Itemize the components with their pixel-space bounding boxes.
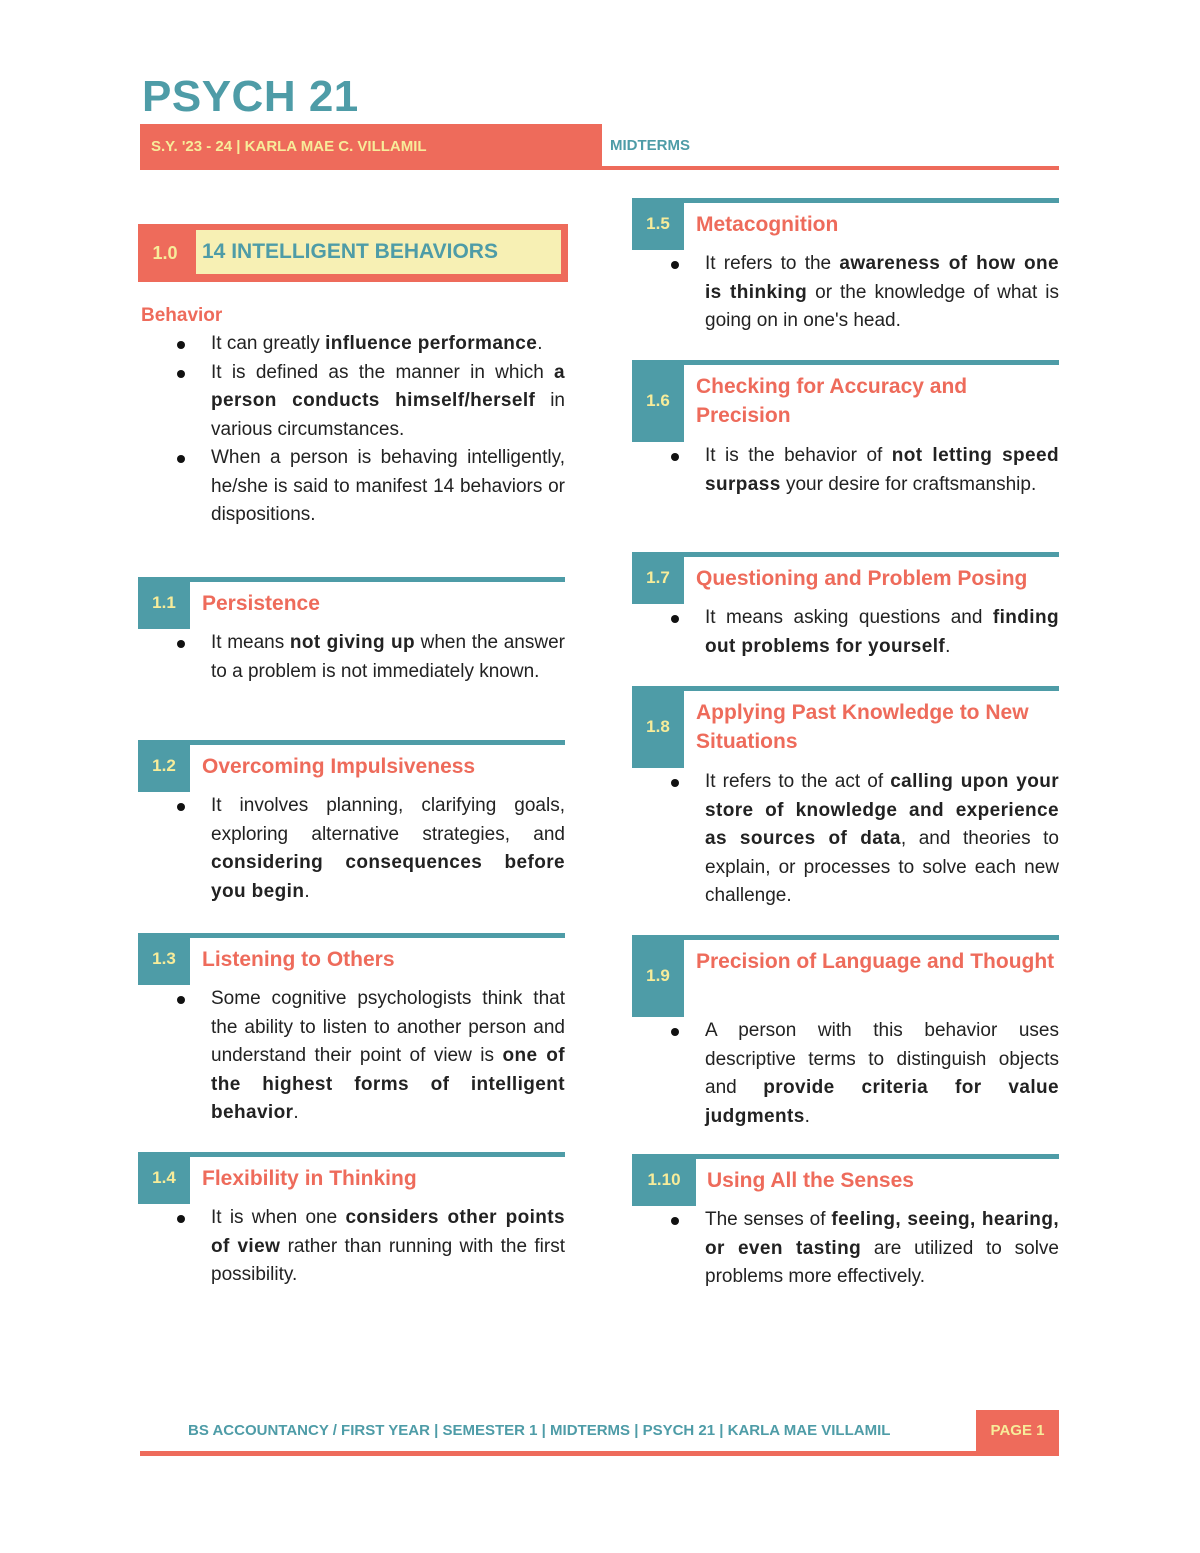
footer: [140, 1410, 1059, 1456]
section-1-2: [138, 740, 565, 906]
text-run: Some cognitive psychologists think that the ability to listen to another person and understand their point of view is: [211, 988, 565, 1066]
bullet-item: [632, 1017, 1059, 1131]
section-number: 1.5: [632, 198, 684, 250]
section-number: 1.7: [632, 552, 684, 604]
text-run: .: [804, 1105, 810, 1127]
text-run: It refers to the act of: [705, 771, 891, 792]
bold-text: feeling, seeing, hearing, or even tasting: [705, 1209, 1059, 1259]
section-title: Applying Past Knowledge to New Situations: [696, 701, 1029, 753]
section-1-4: [138, 1152, 565, 1290]
section-bullets: [632, 1017, 1059, 1131]
section-bullets: [632, 604, 1059, 661]
section-title: Precision of Language and Thought: [696, 950, 1055, 973]
bold-text: considers other points of view: [211, 1207, 565, 1257]
bold-text: a person conducts himself/herself: [211, 361, 565, 411]
section-title: Overcoming Impulsiveness: [202, 755, 476, 778]
bold-text: not letting speed surpass: [705, 445, 1059, 495]
text-run: .: [945, 635, 951, 657]
bold-text: finding out problems for yourself: [705, 607, 1059, 657]
text-run: , and theories to explain, or processes to solve each new challenge.: [705, 828, 1059, 906]
header-school-year-author: S.Y. '23 - 24 | KARLA MAE C. VILLAMIL: [140, 124, 602, 170]
text-run: .: [304, 880, 310, 902]
section-title: Metacognition: [696, 213, 839, 236]
section-1-3: [138, 933, 565, 1128]
intro-title: 14 INTELLIGENT BEHAVIORS: [196, 230, 561, 274]
text-run: The senses of: [705, 1209, 832, 1230]
bold-text: one of the highest forms of intelligent behavior: [211, 1045, 565, 1123]
text-run: rather than running with the first possibility.: [211, 1235, 565, 1285]
header-bar: [140, 124, 1059, 170]
bold-text: provide criteria for value judgments: [705, 1077, 1059, 1127]
bullet-item: [632, 442, 1059, 499]
bullet-item: [632, 1206, 1059, 1292]
bold-text: considering consequences before you begin: [211, 852, 565, 902]
bullet-item: [138, 985, 565, 1128]
bold-text: calling upon your store of knowledge and experience as sources of data: [705, 771, 1060, 849]
section-bullets: [138, 629, 565, 686]
section-title: Listening to Others: [202, 948, 395, 971]
header-term: MIDTERMS: [602, 124, 1059, 170]
bullet-item: [138, 1204, 565, 1290]
page-number: PAGE 1: [976, 1410, 1059, 1456]
text-run: It means asking questions and: [705, 607, 993, 628]
section-bullets: [138, 985, 565, 1128]
text-run: It means: [211, 632, 290, 653]
text-run: .: [293, 1102, 299, 1123]
intro-number: 1.0: [152, 242, 178, 263]
section-title: Using All the Senses: [707, 1169, 914, 1192]
text-run: when the answer to a problem is not immediately known.: [211, 632, 565, 682]
bullet-item: [632, 768, 1059, 911]
section-title: Checking for Accuracy and Precision: [696, 375, 968, 427]
bullet-item: [632, 604, 1059, 661]
text-run: When a person is behaving intelligently, he/she is said to manifest 14 behaviors or dispositions.: [211, 447, 565, 525]
section-1-1: [138, 577, 565, 686]
section-bullets: [632, 442, 1059, 499]
section-bullets: [138, 792, 565, 906]
bold-text: awareness of how one is thinking: [705, 253, 1059, 303]
bold-text: not giving up: [289, 632, 416, 653]
intro-heading: [138, 224, 568, 282]
bold-text: influence performance: [325, 333, 538, 354]
text-run: It is defined as the manner in which: [211, 361, 555, 383]
intro-bullet-2: [138, 359, 565, 445]
section-1-7: [632, 552, 1059, 661]
text-run: It is the behavior of: [705, 445, 892, 466]
text-run: in various circumstances.: [211, 390, 565, 440]
text-run: A person with this behavior uses descriptive terms to distinguish objects and: [705, 1020, 1059, 1098]
intro-bullet-3: [138, 444, 565, 530]
footer-text: BS ACCOUNTANCY / FIRST YEAR | SEMESTER 1 | MIDTERMS | PSYCH 21 | KARLA MAE VILLAMIL: [188, 1422, 891, 1439]
section-number: 1.6: [632, 360, 684, 442]
bullet-item: [138, 792, 565, 906]
page-title: PSYCH 21: [142, 72, 359, 121]
text-run: It refers to the: [705, 253, 840, 274]
footer-line: [140, 1451, 1059, 1456]
section-title: Questioning and Problem Posing: [696, 567, 1028, 590]
bullet-item: [632, 250, 1059, 336]
text-run: or the knowledge of what is going on in one's head.: [705, 281, 1059, 331]
section-title: Flexibility in Thinking: [202, 1167, 417, 1190]
section-1-5: [632, 198, 1059, 336]
text-run: are utilized to solve problems more effectively.: [705, 1237, 1059, 1287]
section-number: 1.3: [138, 933, 190, 985]
section-title: Persistence: [202, 592, 320, 615]
text-run: It can greatly: [211, 333, 326, 354]
section-number: 1.4: [138, 1152, 190, 1204]
section-number: 1.9: [632, 935, 684, 1017]
text-run: .: [537, 333, 543, 354]
section-1-10: [632, 1154, 1059, 1292]
bullet-item: [138, 629, 565, 686]
text-run: It involves planning, clarifying goals, exploring alternative strategies, and: [211, 795, 565, 845]
section-bullets: [632, 768, 1059, 911]
behavior-subheading: Behavior: [141, 305, 223, 326]
section-number: 1.2: [138, 740, 190, 792]
section-bullets: [138, 1204, 565, 1290]
section-1-8: [632, 686, 1059, 911]
text-run: It is when one: [211, 1207, 346, 1228]
section-bullets: [632, 1206, 1059, 1292]
section-1-6: [632, 360, 1059, 499]
text-run: your desire for craftsmanship.: [780, 473, 1037, 495]
intro-bullet-list: [138, 330, 565, 530]
section-bullets: [632, 250, 1059, 336]
section-number: 1.1: [138, 577, 190, 629]
intro-bullet-1: [138, 330, 565, 359]
section-number: 1.10: [632, 1154, 696, 1206]
section-1-9: [632, 935, 1059, 1131]
section-number: 1.8: [632, 686, 684, 768]
